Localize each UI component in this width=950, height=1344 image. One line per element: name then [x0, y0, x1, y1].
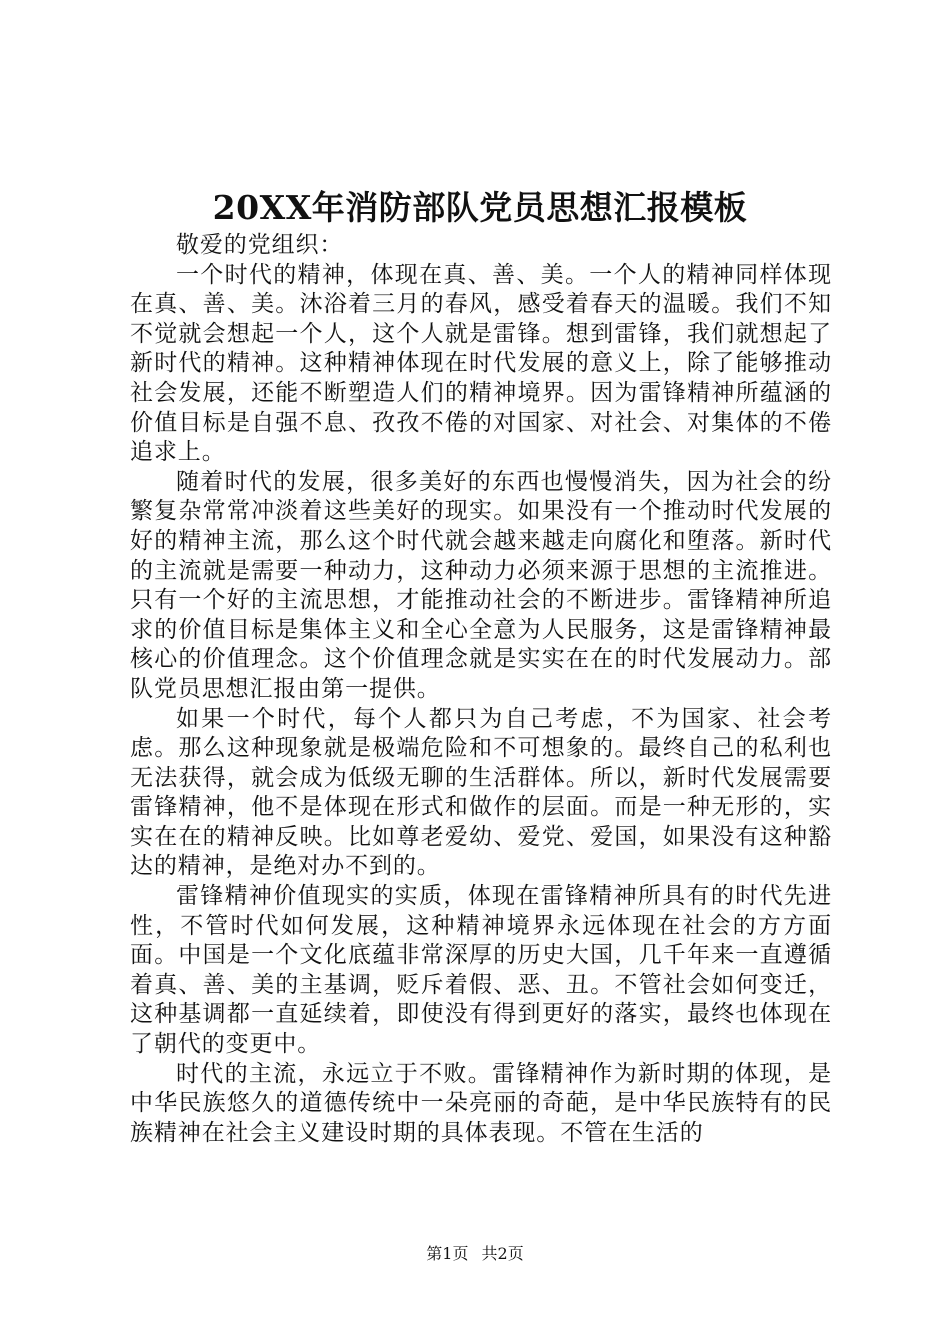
page-footer — [0, 1244, 950, 1264]
document-body — [130, 231, 832, 1148]
page-number-total: 共2页 — [481, 1244, 524, 1263]
paragraph-1: 一个时代的精神，体现在真、善、美。一个人的精神同样体现在真、善、美。沐浴着三月的春风，感受着春天的温暖。我们不知不觉就会想起一个人，这个人就是雷锋。想到雷锋，我们就想起了新时代的精神。这种精神体现在时代发展的意义上，除了能够推动社会发展，还能不断塑造人们的精神境界。因为雷锋精神所蕴涵的价值目标是自强不息、孜孜不倦的对国家、对社会、对集体的不倦追求上。 — [130, 261, 832, 466]
document-title: 20XX年消防部队党员思想汇报模板 — [212, 188, 748, 227]
paragraph-4: 雷锋精神价值现实的实质，体现在雷锋精神所具有的时代先进性，不管时代如何发展，这种精神境界永远体现在社会的方方面面。中国是一个文化底蕴非常深厚的历史大国，几千年来一直遵循着真、善、美的主基调，贬斥着假、恶、丑。不管社会如何变迁，这种基调都一直延续着，即使没有得到更好的落实，最终也体现在了朝代的变更中。 — [130, 883, 832, 1058]
page-number-current: 第1页 — [426, 1244, 469, 1263]
paragraph-3: 如果一个时代，每个人都只为自己考虑，不为国家、社会考虑。那么这种现象就是极端危险和不可想象的。最终自己的私利也无法获得，就会成为低级无聊的生活群体。所以，新时代发展需要雷锋精神，他不是体现在形式和做作的层面。而是一种无形的，实实在在的精神反映。比如尊老爱幼、爱党、爱国，如果没有这种豁达的精神，是绝对办不到的。 — [130, 705, 832, 880]
paragraph-5: 时代的主流，永远立于不败。雷锋精神作为新时期的体现，是中华民族悠久的道德传统中一朵亮丽的奇葩，是中华民族特有的民族精神在社会主义建设时期的具体表现。不管在生活的 — [130, 1060, 832, 1146]
paragraph-2: 随着时代的发展，很多美好的东西也慢慢消失，因为社会的纷繁复杂常常冲淡着这些美好的现实。如果没有一个推动时代发展的好的精神主流，那么这个时代就会越来越走向腐化和堕落。新时代的主流就是需要一种动力，这种动力必须来源于思想的主流推进。只有一个好的主流思想，才能推动社会的不断进步。雷锋精神所追求的价值目标是集体主义和全心全意为人民服务，这是雷锋精神最核心的价值理念。这个价值理念就是实实在在的时代发展动力。部队党员思想汇报由第一提供。 — [130, 468, 832, 702]
salutation: 敬爱的党组织： — [176, 232, 344, 258]
